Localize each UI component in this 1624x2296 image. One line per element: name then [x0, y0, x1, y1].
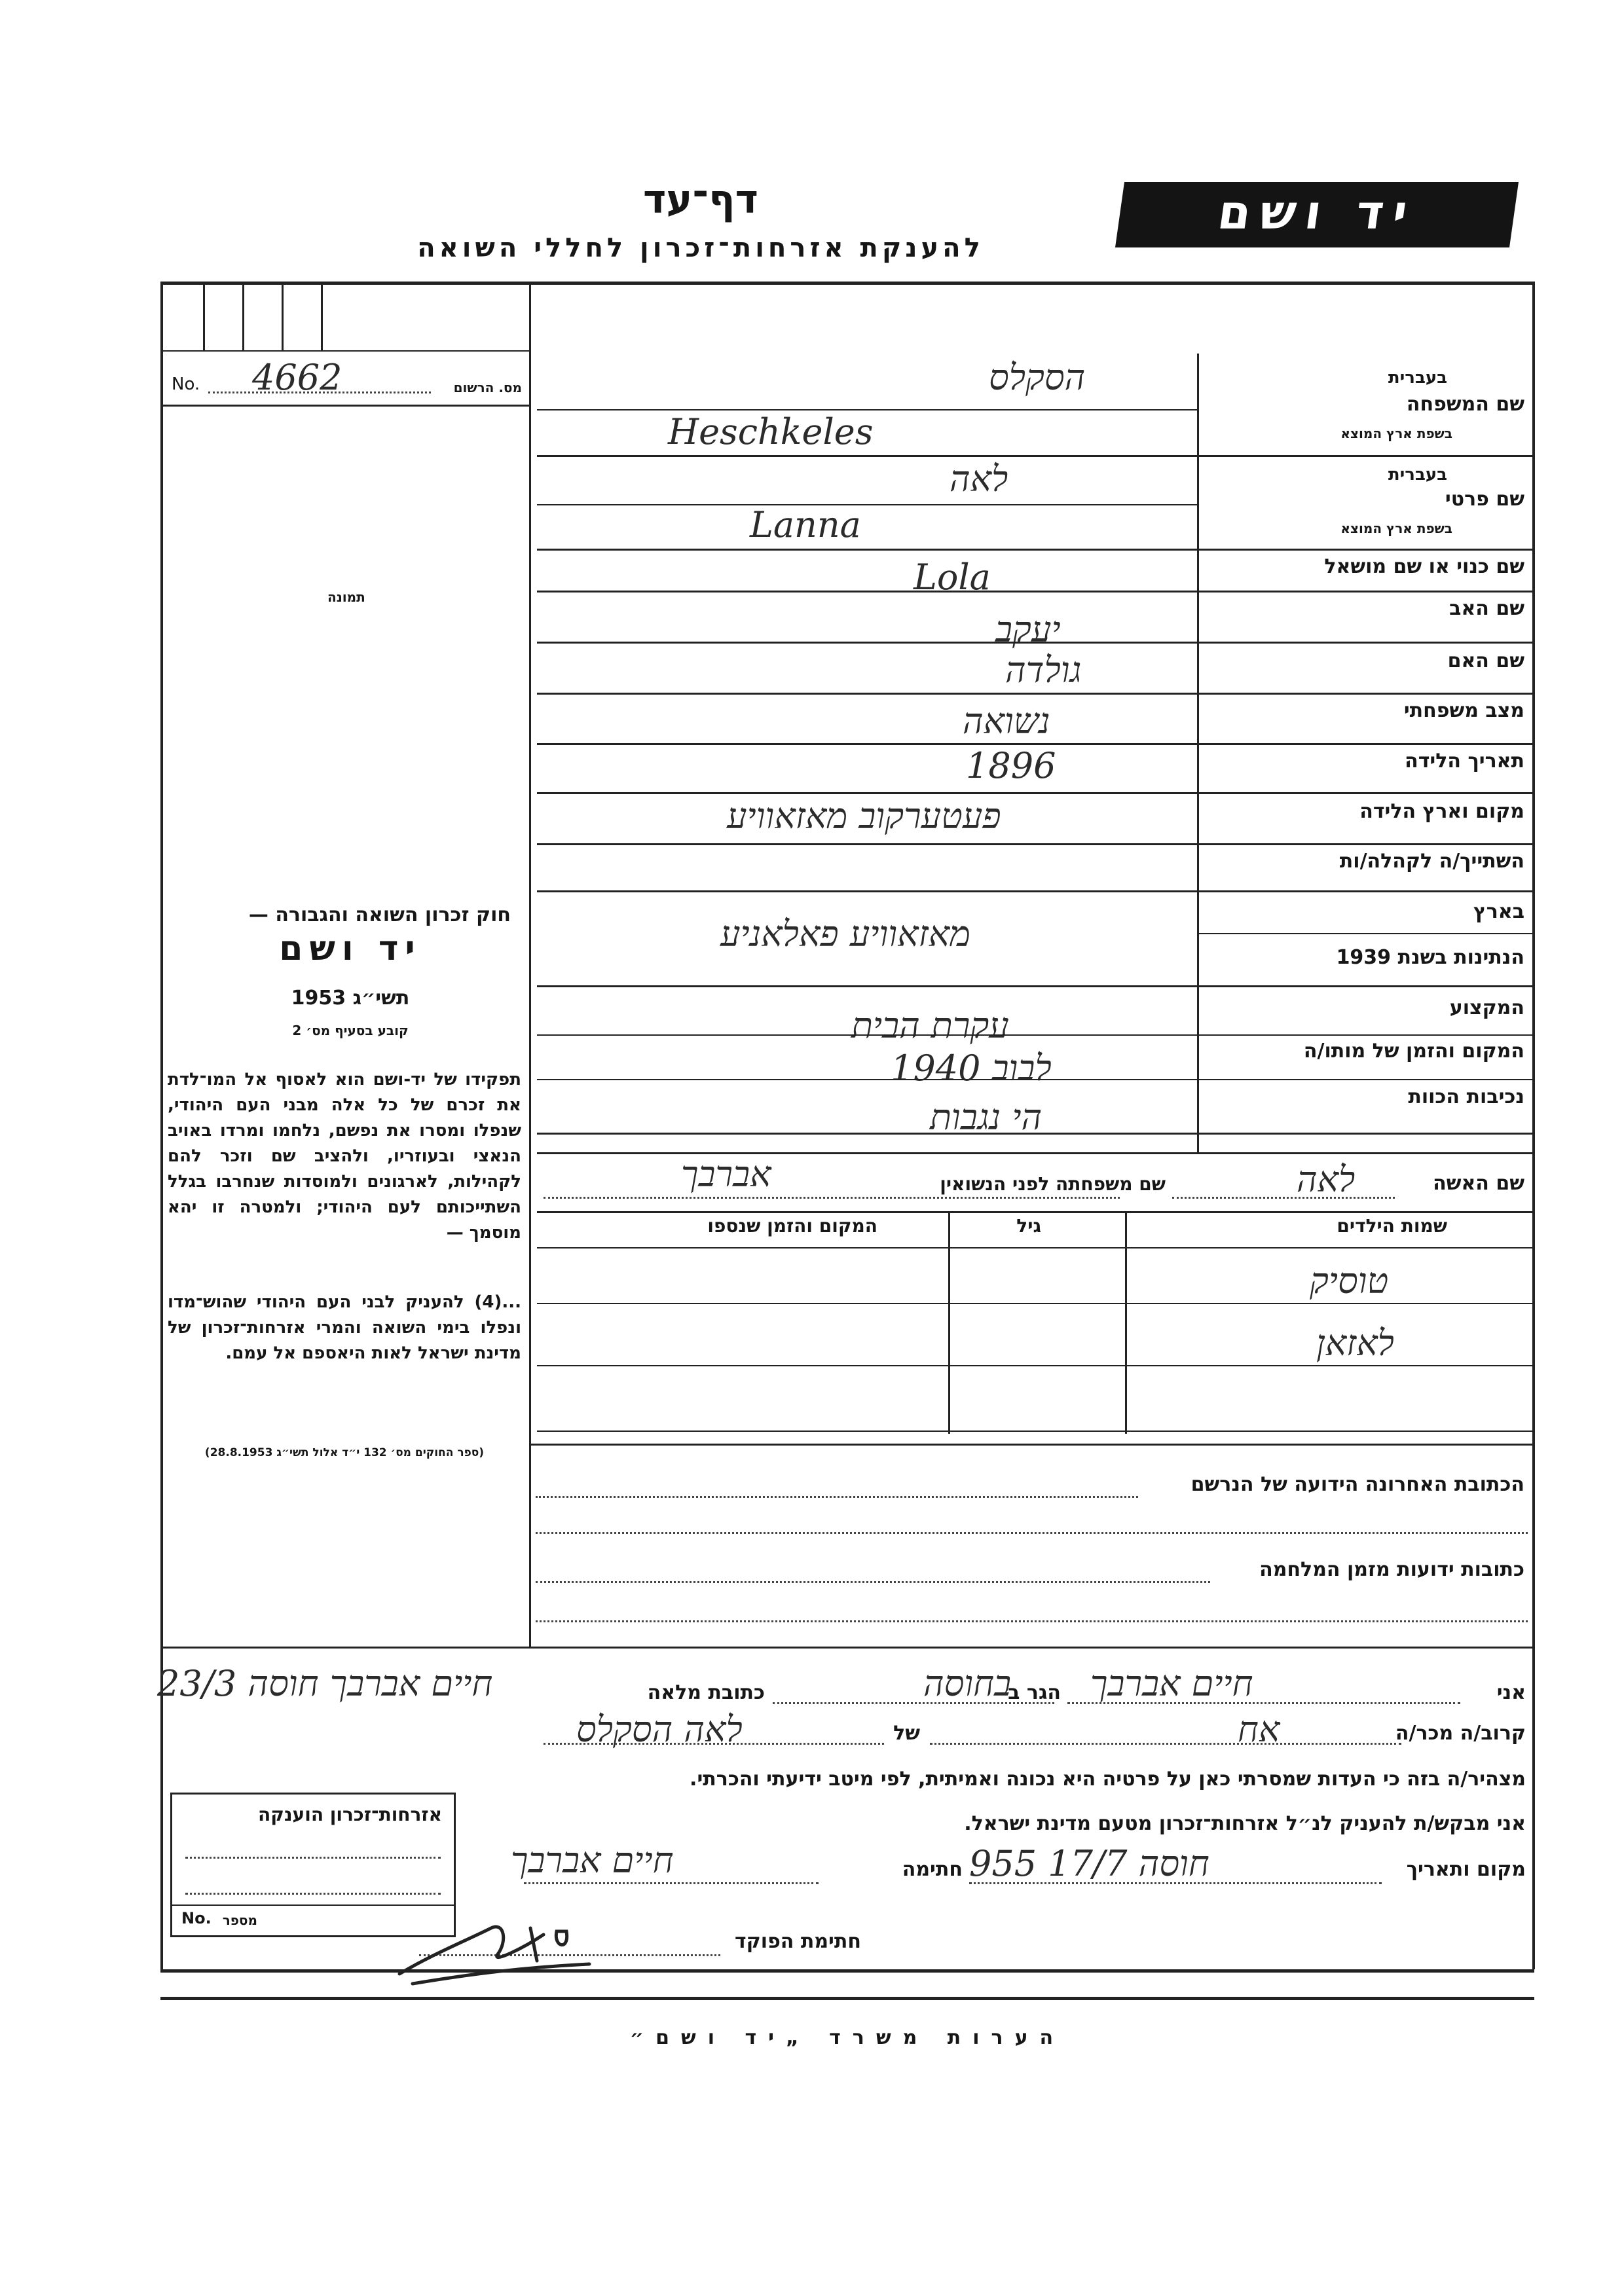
birth-place-bottom — [537, 843, 1532, 845]
declarant-name-dots — [1067, 1702, 1460, 1704]
form-subtitle: להענקת אזרחות־זכרון לחללי השואה — [417, 233, 984, 263]
children-place-header: המקום והזמן שנספו — [707, 1215, 877, 1237]
official-signature-label: חתימת הפוקד — [735, 1930, 861, 1953]
community-label: השתייך/ה לקהלה/ות — [1339, 850, 1524, 873]
reg-box-divider-3 — [282, 282, 284, 350]
reg-row-top — [160, 350, 530, 352]
law-source: (ספר החוקים מס׳ 132 י״ד אלול תשי״ג 28.8.1953) — [204, 1446, 485, 1459]
declarant-name: חיים אברבך — [1090, 1663, 1253, 1704]
relative-label: קרוב/ה מכר/ה — [1395, 1722, 1526, 1745]
bottom-rule-1 — [160, 1969, 1534, 1973]
yad-vashem-logo — [1115, 182, 1519, 247]
of-label: של — [893, 1722, 920, 1745]
children-names-header: שמות הילדים — [1337, 1215, 1447, 1237]
reg-box-divider-4 — [321, 282, 323, 350]
first-name-origin-tag: בשפת ארץ המוצא — [1340, 520, 1452, 536]
declaration-top — [160, 1647, 1534, 1649]
form-title: דף־עד — [643, 177, 758, 223]
law-text: תפקידו של יד-ושם הוא לאסוף אל המו־לדת את זכרם של כל אלה מבני העם היהודי, שנפלו ומסרו את נפשם, נלחמו ומרדו באויב הנאצי ובעוזריו, ולהציב שם וזכר להם לקהילות, לארגונים ולמוסדות שנחרבו בגלל השתייכותם לעם היהודי; ולמטרה זו יהא מוסמך — — [168, 1070, 521, 1243]
children-header-top — [537, 1211, 1532, 1213]
signature-value: חיים אברבך — [511, 1840, 674, 1881]
stamp-box-title: אזרחות־זכרון הוענקה — [258, 1804, 442, 1825]
citizenship-bottom — [537, 985, 1532, 987]
profession-label: המקצוע — [1449, 996, 1524, 1019]
occupation-death-value: הי נגבות — [930, 1097, 1043, 1138]
relative-dots — [930, 1743, 1401, 1745]
wartime-address-label: כתובות ידועות מזמן המלחמה — [1259, 1558, 1524, 1581]
frame-right — [1532, 282, 1535, 1969]
death-value: לבוב 1940 — [891, 1048, 1052, 1089]
last-address-dots-1 — [536, 1496, 1138, 1498]
resides-value: בחוסה — [923, 1663, 1012, 1704]
occupation-death-label: נכיבות הכוות — [1408, 1085, 1524, 1108]
birth-date-bottom — [537, 792, 1532, 794]
family-name-hebrew-tag: בעברית — [1388, 368, 1447, 388]
of-dots — [544, 1743, 884, 1745]
resides-label: הגר ב — [1008, 1681, 1061, 1704]
declaration-statement: מצהיר/ה בזה כי העדות שמסרתי כאן על פרטיה היא נכונה ואמיתית, לפי מיטב ידיעתי והכרתי. — [690, 1768, 1526, 1791]
children-header-bottom — [537, 1247, 1532, 1248]
family-name-origin: Heschkeles — [668, 411, 874, 452]
relative-value: אח — [1238, 1709, 1280, 1750]
birth-date-label: תאריך הלידה — [1405, 750, 1524, 773]
country-label: בארץ — [1473, 900, 1524, 923]
child-name-2: לאזאן — [1316, 1322, 1394, 1364]
declarant-i-label: אני — [1496, 1681, 1526, 1704]
father-label: שם האב — [1449, 597, 1524, 620]
first-name-bottom — [537, 549, 1532, 551]
first-name-origin: Lanna — [750, 504, 861, 545]
family-name-mid — [537, 409, 1198, 410]
family-name-bottom — [537, 455, 1532, 457]
left-column-divider — [529, 282, 531, 1647]
photo-label: תמונה — [327, 589, 365, 605]
request-statement: אני מבקש/ת להעניק לנ״ל אזרחות־זכרון מטעם מדינת ישראל. — [964, 1812, 1526, 1835]
wartime-address-dots-1 — [536, 1581, 1210, 1583]
country-value: מאזאוויע פאלאניע — [720, 913, 971, 955]
family-name-label: שם המשפחה — [1406, 393, 1524, 416]
footer-notes: הערות משרד „יד ושם״ — [629, 2026, 1065, 2049]
birth-date-value: 1896 — [966, 745, 1056, 786]
law-name: יד ושם — [279, 929, 422, 968]
mother-label: שם האם — [1447, 649, 1524, 672]
first-name-mid — [537, 504, 1198, 505]
wife-value: לאה — [1297, 1159, 1356, 1200]
children-col-divider-2 — [948, 1211, 950, 1434]
frame-top — [160, 282, 1534, 285]
maiden-name-value: אברבך — [681, 1154, 771, 1195]
stamp-box — [170, 1793, 456, 1937]
addresses-top — [529, 1444, 1532, 1446]
stamp-dots-1 — [185, 1857, 441, 1859]
last-address-dots-2 — [536, 1532, 1528, 1534]
family-name-hebrew: הסקלס — [989, 357, 1086, 398]
birth-place-value: פעטערקוב מאזאוויע — [727, 795, 1001, 837]
children-row-2 — [537, 1365, 1532, 1366]
death-bottom — [537, 1079, 1532, 1080]
of-value: לאה הסקלס — [576, 1709, 743, 1750]
death-label: המקום והזמן של מותו/ה — [1303, 1040, 1524, 1063]
father-bottom — [537, 642, 1532, 644]
maiden-name-label: שם משפחתה לפני הנשואין — [940, 1173, 1166, 1195]
children-col-divider-1 — [1125, 1211, 1127, 1434]
maiden-dots — [544, 1197, 1120, 1199]
marital-label: מצב משפחתי — [1403, 699, 1524, 722]
community-bottom — [537, 890, 1532, 892]
occupation-death-bottom — [537, 1133, 1532, 1135]
law-clause: קובע בסעיף מס׳ 2 — [292, 1023, 409, 1038]
full-address-value: חיים אברבך חוסה 23/3 — [157, 1663, 493, 1704]
place-date-dots — [969, 1882, 1382, 1884]
nickname-bottom — [537, 591, 1532, 592]
stamp-dots-2 — [185, 1893, 441, 1895]
last-address-label: הכתובת האחרונה הידועה של הנרשם — [1190, 1473, 1524, 1496]
profession-bottom — [537, 1034, 1532, 1036]
registration-label: מס. הרשום — [453, 380, 522, 395]
children-age-header: גיל — [1016, 1215, 1041, 1237]
label-column-divider — [1197, 354, 1199, 1152]
children-row-3 — [537, 1430, 1532, 1432]
wife-label: שם האשה — [1433, 1172, 1524, 1195]
frame-left — [160, 282, 163, 1969]
nickname-value: Lola — [913, 556, 991, 598]
law-title: חוק זכרון השואה והגבורה — — [248, 903, 511, 926]
stamp-box-number-label: מספר — [222, 1912, 257, 1928]
marital-value: נשואה — [963, 701, 1050, 742]
reg-box-divider-2 — [242, 282, 244, 350]
birth-place-label: מקום וארץ הלידה — [1359, 800, 1524, 823]
family-name-origin-tag: בשפת ארץ המוצא — [1340, 426, 1452, 441]
signature-dots — [524, 1882, 819, 1884]
child-name-1: טוסיק — [1310, 1260, 1389, 1302]
father-value: יעקב — [995, 609, 1061, 650]
signature-label: חתימה — [902, 1858, 963, 1881]
full-address-label: כתובת מלאה — [647, 1681, 765, 1704]
registration-number: 4662 — [252, 357, 342, 398]
profession-value: עקרת הבית — [851, 1005, 1009, 1046]
nickname-label: שם כנוי או שם מושאל — [1324, 555, 1524, 578]
logo-text: יד ושם — [1214, 185, 1420, 240]
bottom-rule-2 — [160, 1997, 1534, 2000]
stamp-box-no: No. — [181, 1909, 212, 1927]
country-mid — [1197, 933, 1532, 934]
law-text-2: ...(4) להעניק לבני העם היהודי שהוש־מדו ונפלו בימי השואה והמרי אזרחות־זכרון של מדינת ישראל לאות היאספם אל עמם. — [168, 1292, 521, 1363]
first-name-hebrew-tag: בעברית — [1388, 465, 1447, 484]
law-year: תשי״ג 1953 — [291, 987, 410, 1010]
first-name-hebrew: לאה — [950, 458, 1008, 500]
citizenship-label: הנתינות בשנת 1939 — [1336, 946, 1524, 969]
stamp-box-divider — [172, 1904, 454, 1906]
first-name-label: שם פרטי — [1445, 488, 1524, 511]
registration-no-en: No. — [172, 374, 200, 394]
place-date-label: מקום ותאריך — [1406, 1858, 1526, 1881]
reg-box-divider-1 — [203, 282, 205, 350]
place-date-value: חוסה 17/7 955 — [969, 1843, 1209, 1884]
children-row-1 — [537, 1303, 1532, 1304]
mother-value: גולדה — [1005, 649, 1082, 691]
wife-dots — [1172, 1197, 1395, 1199]
registration-row-bottom — [160, 405, 530, 407]
resides-dots — [773, 1702, 1054, 1704]
mother-bottom — [537, 693, 1532, 695]
wartime-address-dots-2 — [536, 1620, 1528, 1622]
